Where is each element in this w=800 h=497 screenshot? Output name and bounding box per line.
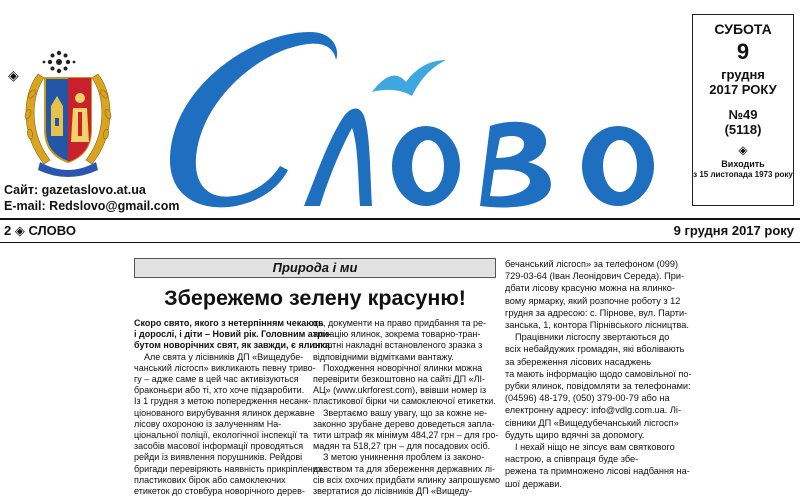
text-line: тити штраф як мінімум 484,27 грн – для гро- — [313, 430, 499, 441]
text-line: 729-03-64 (Іван Леонідович Середа). При- — [505, 271, 685, 282]
text-line: гу – адже саме в цей час активізуються — [134, 374, 299, 385]
text-line: етикеток до стовбура новорічного дерев- — [134, 486, 305, 497]
text-line: рейди із виявлення порушників. Рейдові — [134, 452, 303, 463]
text-line: будуть щиро вдячні за допомогу. — [505, 429, 645, 440]
issue-diamond-icon: ◈ — [738, 143, 748, 157]
text-line: за збереження лісових насаджень — [505, 356, 652, 367]
text-line: бечанський лісгосп» за телефоном (099) — [505, 259, 679, 269]
issue-since-label: Виходить — [721, 159, 765, 169]
article-column-2 — [313, 318, 501, 497]
text-line: грудня за адресою: с. Пірнове, вул. Парти- — [505, 307, 688, 318]
text-line: відповідними відмітками вантажу. — [313, 351, 454, 362]
lead-line: бутом новорічних свят, як завжди, є ялинка. — [134, 340, 333, 351]
site-line — [4, 183, 146, 197]
issue-since-date: з 15 листопада 1973 року — [693, 170, 793, 179]
header-rule-top — [0, 218, 800, 220]
text-line: алізацію ялинок, зокрема товарно-тран- — [313, 329, 481, 340]
text-line: АЦ» (www.ukrforest.com), ввівши номер із — [313, 385, 487, 396]
text-line: пластикової бірки чи самоклеючої етикетки. — [313, 396, 496, 407]
header-rule-bottom — [0, 242, 800, 243]
text-line: З метою уникнення проблем із законо- — [323, 452, 485, 463]
text-line: ця, документи на право придбання та ре- — [313, 318, 487, 328]
text-line: законно зрубане дерево доведеться запла- — [313, 418, 495, 429]
text-line: засобів масової інформації проводяться — [134, 441, 304, 452]
issue-month: грудня — [721, 67, 765, 82]
text-line: ціональної поліції, екологічної інспекції та — [134, 430, 309, 441]
email-label: E-mail: — [4, 199, 46, 213]
text-line: сівники ДП «Вищедубечанський лісгосп» — [505, 417, 679, 428]
text-line: спортні накладні встановленого зразка з — [313, 340, 483, 351]
lead-line: і дорослі, і діти – Новий рік. Головним атри- — [134, 329, 332, 340]
issue-weekday: СУБОТА — [714, 21, 772, 37]
issue-year: 2017 РОКУ — [709, 82, 777, 97]
masthead-diamond: ◈ — [8, 67, 19, 83]
text-line: Працівники лісгоспу звертаються до — [515, 332, 670, 343]
newspaper-logo — [140, 20, 700, 220]
text-line: режена та примножено лісові надбання на- — [505, 466, 690, 477]
bird-icon — [372, 60, 446, 96]
text-line: давством та для збереження державних лі- — [313, 463, 495, 474]
lead-line: Скоро свято, якого з нетерпінням чекають — [134, 318, 324, 328]
section-label: Природа і ми — [134, 258, 496, 278]
text-line: шої держави. — [505, 478, 562, 489]
text-line: Звертаємо вашу увагу, що за кожне не- — [323, 407, 488, 418]
text-line: мадян та 518,27 грн – для посадових осіб. — [313, 441, 491, 452]
text-line: Із 1 грудня з метою попередження несанк- — [134, 396, 311, 407]
text-line: Походження новорічної ялинки можна — [323, 362, 483, 373]
text-line: настрою, а співпраця буде збе- — [505, 454, 639, 465]
text-line: сів всіх охочих придбати ялинку запрошуємо — [313, 474, 501, 485]
issue-number: №49 — [728, 107, 758, 122]
issue-total-number: (5118) — [724, 122, 762, 137]
text-line: перевірити безкоштовно на сайті ДП «ЛІ- — [313, 374, 485, 385]
text-line: І нехай ніщо не зіпсує вам святкового — [515, 442, 675, 453]
text-line: занська, 1, контора Пірнівського лісництва. — [505, 320, 689, 331]
text-line: бригади перевіряють наявність прикріплених — [134, 463, 323, 474]
text-line: чанський лісгосп» викликають певну триво- — [134, 362, 316, 373]
article-column-3 — [505, 258, 793, 489]
text-line: рубки ялинок, повідомляти за телефонами: — [505, 381, 691, 392]
text-line: лісову охороною із залученням На- — [134, 418, 282, 429]
text-line: всіх небайдужих громадян, які вболівають — [505, 344, 685, 355]
text-line: вому ярмарку, який розпочне роботу з 12 — [505, 295, 681, 306]
site-link[interactable]: gazetaslovo.at.ua — [41, 183, 146, 197]
site-label: Сайт: — [4, 183, 39, 197]
text-line: (04596) 48-179, (050) 379-00-79 або на — [505, 393, 670, 404]
email-link[interactable]: Redslovo@gmail.com — [49, 199, 180, 213]
text-line: браконьєри або ті, хто хоче підзаробити. — [134, 385, 305, 396]
coat-of-arms-emblem — [18, 64, 118, 182]
text-line: звертатися до лісівників ДП «Вищеду- — [313, 486, 472, 497]
page-date-label: 9 грудня 2017 року — [673, 223, 794, 238]
text-line: електронну адресу: info@vdlg.com.ua. Лі- — [505, 405, 682, 416]
text-line: ціонованого вирубування ялинок державне — [134, 407, 315, 418]
issue-info-box — [692, 14, 794, 206]
issue-day: 9 — [736, 39, 750, 64]
text-line: пластикових бірок або самоклеючих — [134, 474, 286, 485]
text-line: та мають інформацію щодо самовільної по- — [505, 368, 692, 379]
article-headline: Збережемо зелену красуню! — [164, 286, 466, 310]
text-line: дбати лісову красуню можна на ялинко- — [505, 283, 675, 294]
page-number-label: 2 ◈ СЛОВО — [4, 223, 76, 238]
text-line: Але свята у лісівників ДП «Вищедубе- — [144, 351, 304, 362]
article-column-1 — [134, 318, 333, 497]
